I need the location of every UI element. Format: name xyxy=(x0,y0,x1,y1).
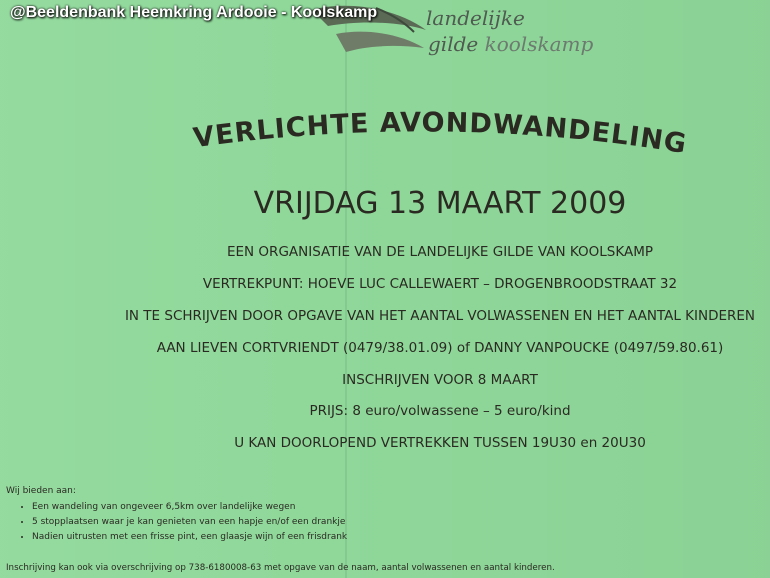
footer-note: Inschrijving kan ook via overschrijving op 738-6180008-63 met opgave van de naam, aantal volwassenen en aantal kinderen. xyxy=(6,563,555,573)
info-start-times: U KAN DOORLOPEND VERTREKKEN TUSSEN 19U30 en 20U30 xyxy=(234,435,646,451)
offer-item: • Nadien uitrusten met een frisse pint, een glaasje wijn of een frisdrank xyxy=(32,532,347,542)
info-organizer: EEN ORGANISATIE VAN DE LANDELIJKE GILDE VAN KOOLSKAMP xyxy=(226,244,654,260)
event-date: VRIJDAG 13 MAART 2009 xyxy=(253,186,627,221)
logo-text-koolskamp: koolskamp xyxy=(484,32,594,56)
event-title-text: VERLICHTE AVONDWANDELING xyxy=(191,107,690,161)
info-registration: IN TE SCHRIJVEN DOOR OPGAVE VAN HET AANTAL VOLWASSENEN EN HET AANTAL KINDEREN xyxy=(124,308,756,324)
watermark: @Beeldenbank Heemkring Ardooie - Koolskamp xyxy=(10,4,378,21)
event-title xyxy=(180,104,700,164)
info-contacts: AAN LIEVEN CORTVRIENDT (0479/38.01.09) of DANNY VANPOUCKE (0497/59.80.61) xyxy=(156,340,724,356)
info-price: PRIJS: 8 euro/volwassene – 5 euro/kind xyxy=(309,403,571,419)
offer-list xyxy=(6,502,347,542)
offer-heading: Wij bieden aan: xyxy=(6,486,76,496)
offer-section xyxy=(6,486,347,547)
info-deadline: INSCHRIJVEN VOOR 8 MAART xyxy=(342,372,538,388)
info-start-point: VERTREKPUNT: HOEVE LUC CALLEWAERT – DROGENBROODSTRAAT 32 xyxy=(202,276,678,292)
logo-text-gilde: gilde xyxy=(428,32,479,56)
logo-text-line1: landelijke xyxy=(426,6,525,30)
logo-text-line2 xyxy=(428,32,593,56)
offer-item: • 5 stopplaatsen waar je kan genieten van een hapje en/of een drankje xyxy=(32,517,347,527)
offer-item: • Een wandeling van ongeveer 6,5km over landelijke wegen xyxy=(32,502,347,512)
